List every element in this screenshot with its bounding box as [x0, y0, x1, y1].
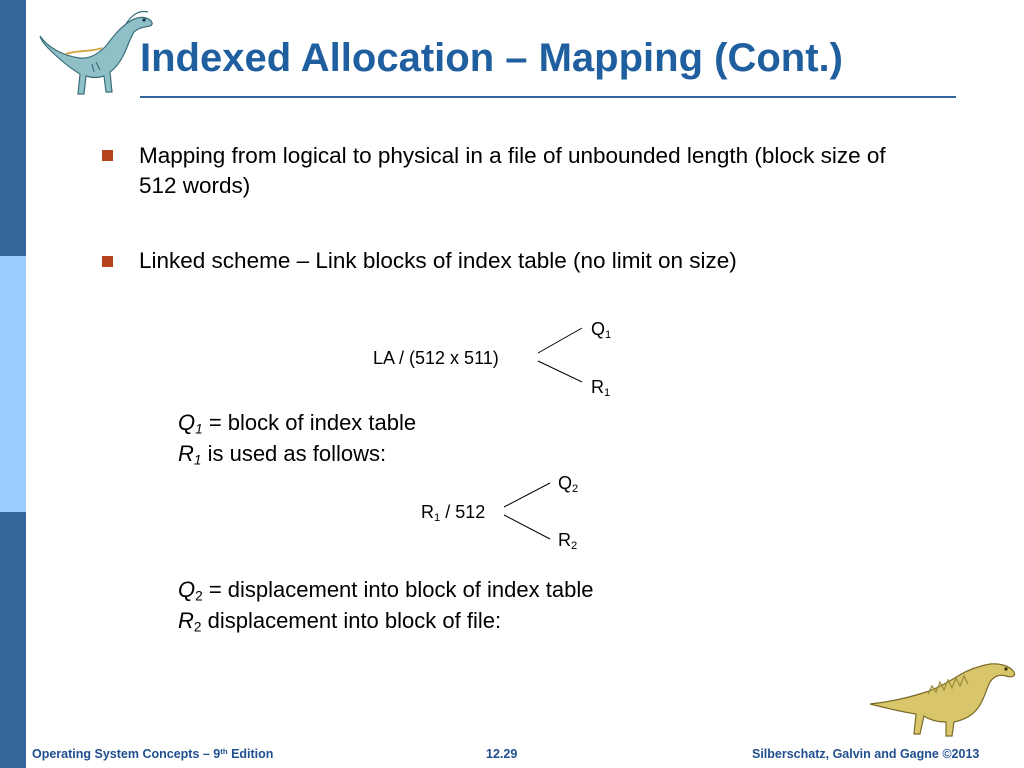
mapping1-expression: LA / (512 x 511)	[373, 348, 499, 368]
definition-r2-var: R	[178, 608, 194, 633]
definition-q2	[178, 577, 594, 604]
mapping2-r-subscript: 2	[571, 539, 578, 552]
definition-q1-var: Q	[178, 410, 196, 435]
mapping1-r-letter: R	[591, 377, 604, 397]
mapping2-r-letter: R	[558, 530, 571, 550]
mapping2-q-branch	[504, 483, 550, 507]
mapping1-q-branch	[538, 328, 582, 353]
mapping2-q-letter: Q	[558, 473, 573, 493]
title-divider	[140, 96, 956, 98]
definition-q2-var: Q	[178, 577, 196, 602]
sidebar-highlight-band	[0, 256, 26, 512]
mapping1-q-label	[591, 319, 612, 341]
bullet-text-linked-scheme: Linked scheme – Link blocks of index table (no limit on size)	[139, 248, 737, 273]
definition-q2-sub: 2	[195, 588, 203, 604]
footer-book-title-prefix: Operating System Concepts – 9	[32, 747, 221, 761]
page-title: Indexed Allocation – Mapping (Cont.)	[140, 36, 843, 80]
mapping2-expr-rest: / 512	[440, 502, 486, 522]
footer-page-number: 12.29	[486, 747, 518, 761]
mapping2-expr-var: R	[421, 502, 434, 522]
bullet-marker	[102, 150, 113, 161]
left-sidebar-bar	[0, 0, 26, 768]
definition-q1-text: = block of index table	[202, 410, 417, 435]
definition-r2	[178, 608, 502, 635]
mapping2-r-label	[558, 530, 578, 552]
definition-r1-sub: 1	[193, 452, 202, 468]
mapping2-expr-sub: 1	[434, 511, 441, 524]
mapping2-r-branch	[504, 515, 550, 539]
definition-r1-text: is used as follows:	[201, 441, 387, 466]
mapping1-r-subscript: 1	[604, 386, 611, 399]
footer-book-title	[32, 748, 273, 761]
dinosaur-logo-icon	[868, 660, 1018, 740]
bullet-marker	[102, 256, 113, 267]
footer-book-title-suffix: Edition	[227, 747, 274, 761]
footer-book-title-sup: th	[220, 746, 228, 756]
definition-q1	[178, 410, 417, 437]
mapping1-q-subscript: 1	[605, 328, 612, 341]
definition-r1-var: R	[178, 441, 194, 466]
mapping2-q-subscript: 2	[572, 482, 579, 495]
footer-authors: Silberschatz, Galvin and Gagne ©2013	[752, 747, 980, 761]
mapping1-r-label	[591, 377, 611, 399]
definition-q1-sub: 1	[195, 421, 203, 437]
definition-r1	[178, 441, 387, 468]
mapping2-expression	[421, 502, 486, 524]
definition-r2-sub: 2	[193, 619, 202, 635]
mapping1-r-branch	[538, 361, 582, 382]
definition-r2-text: displacement into block of file:	[201, 608, 502, 633]
definition-q2-text: = displacement into block of index table	[202, 577, 594, 602]
bullet-text-mapping: Mapping from logical to physical in a file of unbounded length (block size of 512 words)	[139, 143, 886, 198]
mapping1-q-letter: Q	[591, 319, 606, 339]
mapping2-q-label	[558, 473, 579, 495]
